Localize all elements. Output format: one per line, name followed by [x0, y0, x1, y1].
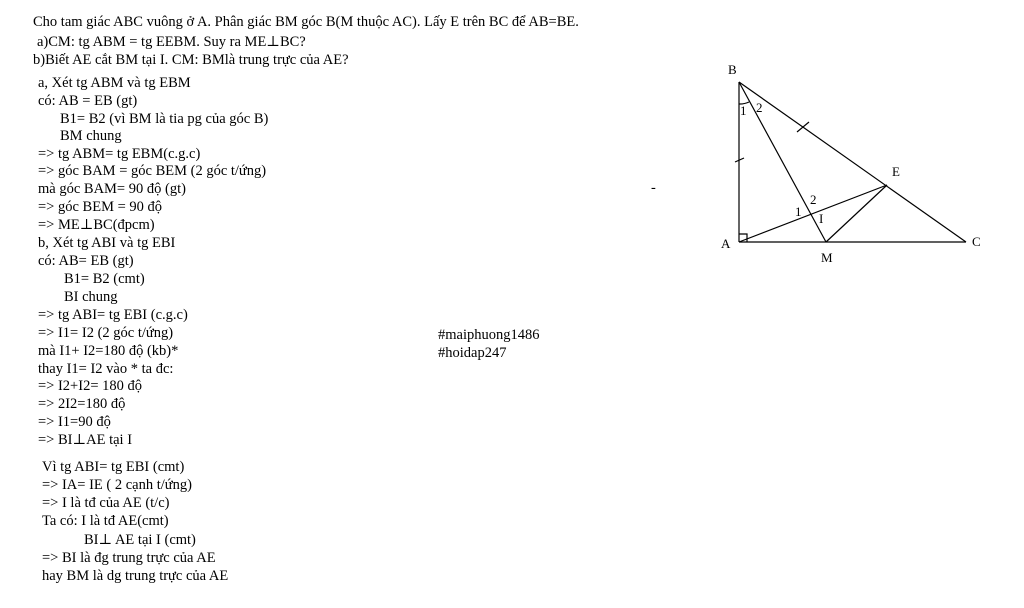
solution-line: => BI⊥AE tại I: [38, 432, 133, 448]
solution-line: b, Xét tg ABI và tg EBI: [38, 235, 176, 251]
label-b: B: [728, 62, 737, 77]
solution-line: có: AB= EB (gt): [38, 253, 134, 269]
solution-line: BI⊥ AE tại I (cmt): [84, 532, 196, 548]
solution-line: a, Xét tg ABM và tg EBM: [38, 75, 191, 91]
label-c: C: [972, 234, 981, 249]
solution-line: BM chung: [60, 128, 122, 144]
solution-line: => tg ABI= tg EBI (c.g.c): [38, 307, 188, 323]
solution-line: => tg ABM= tg EBM(c.g.c): [38, 146, 201, 162]
solution-line: mà I1+ I2=180 độ (kb)*: [38, 343, 179, 359]
angle-label-b2: 2: [756, 100, 763, 115]
label-i: I: [819, 211, 824, 226]
label-e: E: [892, 164, 900, 179]
solution-line: => 2I2=180 độ: [38, 396, 126, 412]
solution-line: => góc BEM = 90 độ: [38, 199, 163, 215]
solution-line: BI chung: [64, 289, 118, 305]
solution-line: => I2+I2= 180 độ: [38, 378, 142, 394]
solution-line: có: AB = EB (gt): [38, 93, 138, 109]
solution-line: mà góc BAM= 90 độ (gt): [38, 181, 186, 197]
problem-statement: Cho tam giác ABC vuông ở A. Phân giác BM góc B(M thuộc AC). Lấy E trên BC để AB=BE.: [33, 14, 579, 30]
solution-line: => BI là đg trung trực của AE: [42, 550, 216, 566]
tag-site: #hoidap247: [438, 345, 507, 361]
angle-label-b1: 1: [740, 103, 747, 118]
stray-dash: -: [651, 180, 656, 196]
solution-line: => I1=90 độ: [38, 414, 111, 430]
solution-line: => IA= IE ( 2 cạnh t/ứng): [42, 477, 192, 493]
solution-line: => góc BAM = góc BEM (2 góc t/ứng): [38, 163, 267, 179]
segment-me: [826, 185, 887, 242]
solution-line: B1= B2 (cmt): [64, 271, 145, 287]
angle-label-i1: 1: [795, 204, 802, 219]
solution-line: hay BM là dg trung trực của AE: [42, 568, 229, 584]
problem-part-a: a)CM: tg ABM = tg EEBM. Suy ra ME⊥BC?: [37, 34, 306, 50]
tag-author: #maiphuong1486: [438, 327, 540, 343]
segment-bm: [739, 82, 826, 242]
solution-line: => I là tđ của AE (t/c): [42, 495, 170, 511]
solution-line: Vì tg ABI= tg EBI (cmt): [42, 459, 185, 475]
label-m: M: [821, 250, 833, 265]
angle-label-i2: 2: [810, 192, 817, 207]
solution-line: B1= B2 (vì BM là tia pg của góc B): [60, 111, 269, 127]
solution-line: Ta có: I là tđ AE(cmt): [42, 513, 169, 529]
solution-line: => I1= I2 (2 góc t/ứng): [38, 325, 174, 341]
problem-part-b: b)Biết AE cắt BM tại I. CM: BMlà trung trực của AE?: [33, 52, 349, 68]
label-a: A: [721, 236, 731, 251]
solution-line: thay I1= I2 vào * ta đc:: [38, 361, 174, 377]
solution-line: => ME⊥BC(đpcm): [38, 217, 155, 233]
